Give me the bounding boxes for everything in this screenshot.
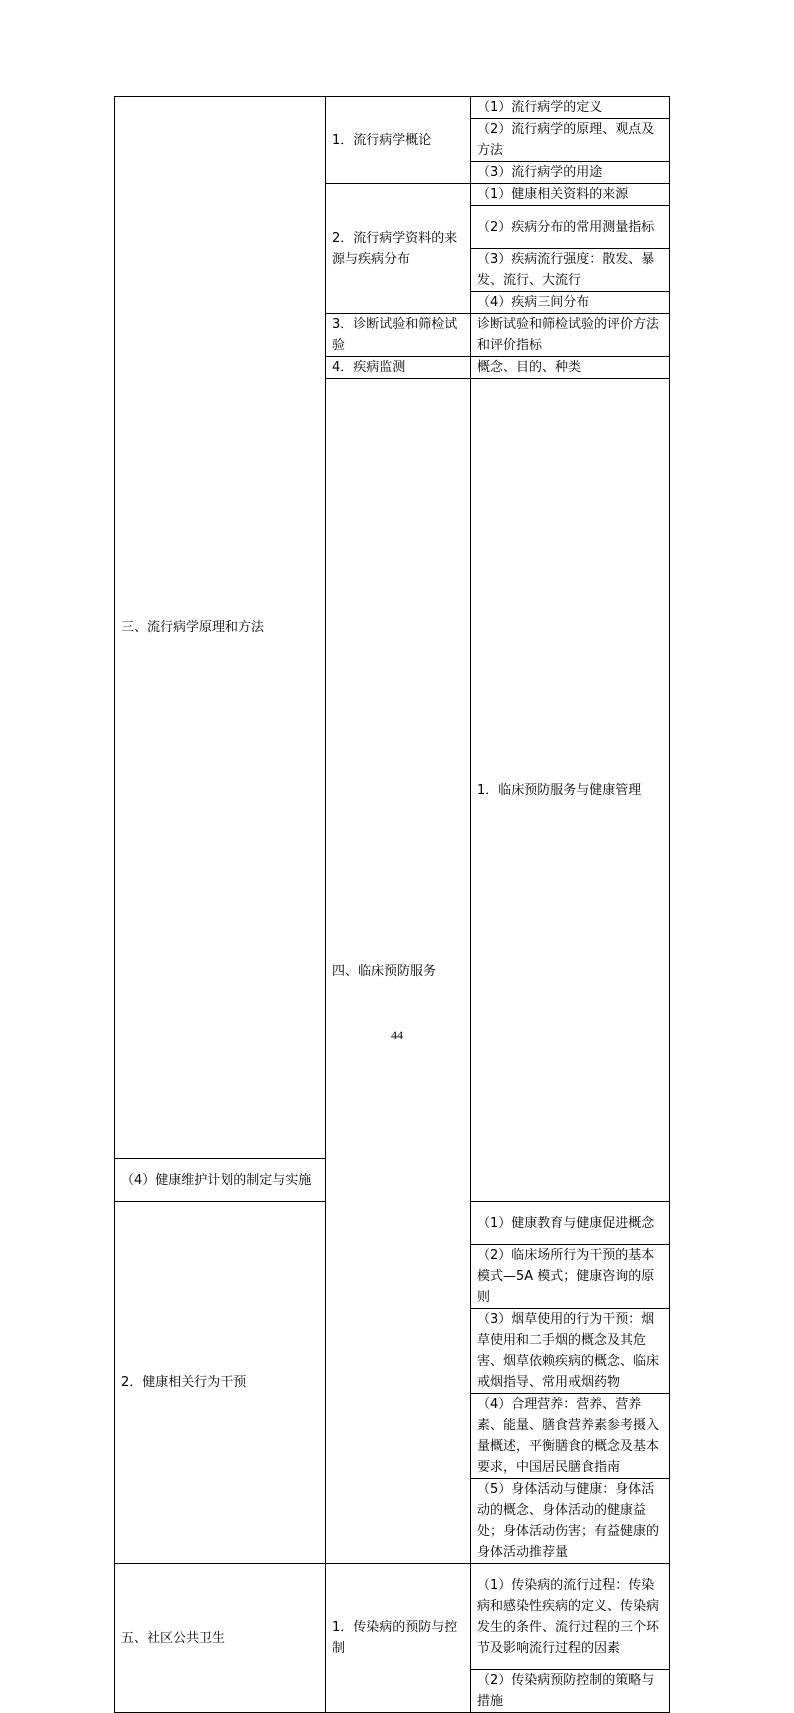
point-cell: （1）传染病的流行过程：传染病和感染性疾病的定义、传染病发生的条件、流行过程的三个环节及影响流行过程的因素	[471, 1564, 670, 1670]
point-cell: （1）健康相关资料的来源	[471, 184, 670, 206]
unit-name: 1．临床预防服务与健康管理	[471, 379, 670, 1202]
section-title: 五、社区公共卫生	[115, 1564, 326, 1713]
point-cell: （2）传染病预防控制的策略与措施	[471, 1670, 670, 1713]
unit-name: 2．健康相关行为干预	[115, 1202, 326, 1564]
point-cell: （3）烟草使用的行为干预：烟草使用和二手烟的概念及其危害、烟草依赖疾病的概念、临床戒烟指导、常用戒烟药物	[471, 1309, 670, 1394]
unit-name: 3．诊断试验和筛检试验	[326, 314, 471, 357]
point-cell: 概念、目的、种类	[471, 357, 670, 379]
point-cell: （1）健康教育与健康促进概念	[471, 1202, 670, 1245]
point-cell: （4）健康维护计划的制定与实施	[115, 1159, 326, 1202]
point-cell: （1）流行病学的定义	[471, 97, 670, 119]
section-title: 三、流行病学原理和方法	[115, 97, 326, 1159]
point-cell: （2）临床场所行为干预的基本模式—5A 模式；健康咨询的原则	[471, 1245, 670, 1309]
point-cell: （3）流行病学的用途	[471, 162, 670, 184]
unit-name: 1．传染病的预防与控制	[326, 1564, 471, 1713]
point-cell: （2）流行病学的原理、观点及方法	[471, 119, 670, 162]
point-cell: （4）疾病三间分布	[471, 292, 670, 314]
syllabus-table	[114, 96, 670, 1713]
unit-name: 2．流行病学资料的来源与疾病分布	[326, 184, 471, 314]
unit-name: 1．流行病学概论	[326, 97, 471, 184]
section-title: 四、临床预防服务	[326, 379, 471, 1564]
point-cell: （3）疾病流行强度：散发、暴发、流行、大流行	[471, 249, 670, 292]
point-cell: 诊断试验和筛检试验的评价方法和评价指标	[471, 314, 670, 357]
point-cell: （4）合理营养：营养、营养素、能量、膳食营养素参考摄入量概述，平衡膳食的概念及基本要求，中国居民膳食指南	[471, 1394, 670, 1479]
point-cell: （5）身体活动与健康：身体活动的概念、身体活动的健康益处；身体活动伤害；有益健康的身体活动推荐量	[471, 1479, 670, 1564]
page-number: 44	[391, 1028, 403, 1042]
unit-name: 4．疾病监测	[326, 357, 471, 379]
point-cell: （2）疾病分布的常用测量指标	[471, 206, 670, 249]
